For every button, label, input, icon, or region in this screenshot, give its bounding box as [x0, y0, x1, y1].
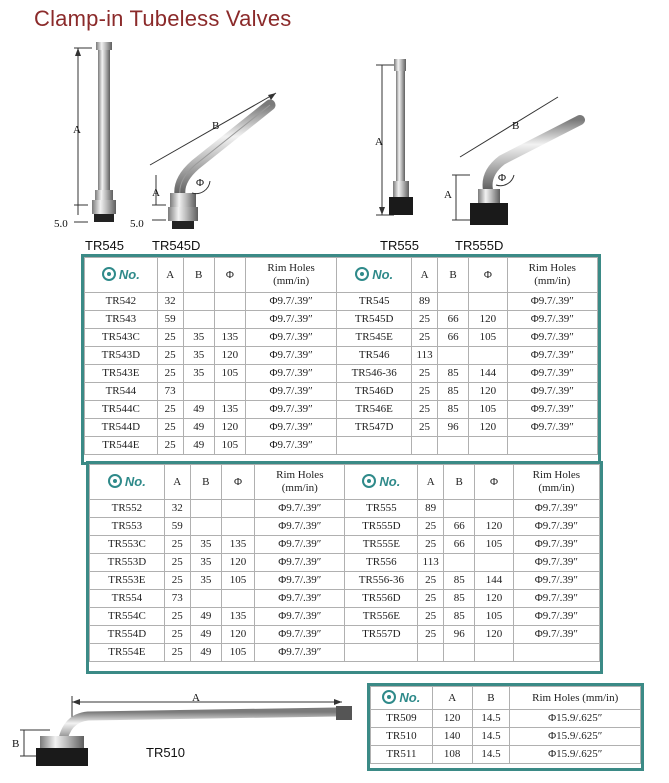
table-cell: TR553E — [90, 572, 165, 590]
table-cell: Φ9.7/.39″ — [507, 383, 597, 401]
table-cell: 85 — [444, 608, 475, 626]
table-cell: Φ9.7/.39″ — [245, 419, 336, 437]
table-cell: 25 — [412, 311, 438, 329]
tr510-valve-figure — [10, 688, 360, 780]
tr555d-caption: TR555D — [455, 238, 504, 253]
table-cell: 25 — [412, 419, 438, 437]
tr545d-dim-phi: Φ — [196, 177, 205, 189]
page-title: Clamp-in Tubeless Valves — [34, 6, 292, 31]
table-cell: Φ9.7/.39″ — [255, 644, 345, 662]
table-cell: TR554 — [90, 590, 165, 608]
table-row — [371, 746, 641, 764]
table-cell — [183, 311, 214, 329]
table-cell: 35 — [190, 554, 221, 572]
table-cell: 105 — [469, 329, 507, 347]
table1-header-row — [85, 258, 598, 293]
table-row — [85, 383, 598, 401]
table-cell: 85 — [438, 401, 469, 419]
table-cell — [507, 437, 597, 455]
table-cell: TR553D — [90, 554, 165, 572]
table-cell — [438, 347, 469, 365]
table-row — [90, 608, 600, 626]
table-cell: 35 — [190, 572, 221, 590]
table-cell: Φ9.7/.39″ — [245, 365, 336, 383]
table-row — [85, 437, 598, 455]
table3-header-row — [371, 687, 641, 710]
table-cell: Φ9.7/.39″ — [245, 401, 336, 419]
table-cell: 144 — [475, 572, 513, 590]
table-cell — [412, 437, 438, 455]
table-cell: 49 — [190, 626, 221, 644]
header-rim-label: Rim Holes — [532, 469, 581, 481]
table-cell: 25 — [418, 572, 444, 590]
table-row — [371, 728, 641, 746]
table-cell: TR556 — [345, 554, 418, 572]
table-cell: TR546E — [337, 401, 412, 419]
table-cell: Φ9.7/.39″ — [255, 608, 345, 626]
tr555d-valve-figure — [440, 85, 600, 235]
table-cell: 32 — [157, 293, 183, 311]
table-cell: 140 — [432, 728, 472, 746]
table-cell: TR546 — [337, 347, 412, 365]
tr545d-caption: TR545D — [152, 238, 201, 253]
table-cell: Φ9.7/.39″ — [245, 383, 336, 401]
header-b: B — [190, 465, 221, 500]
table-cell: Φ9.7/.39″ — [513, 590, 599, 608]
table-cell: 85 — [438, 365, 469, 383]
header-no-label: No. — [372, 266, 394, 282]
table-cell: TR555 — [345, 500, 418, 518]
header-b: B — [183, 258, 214, 293]
table-row — [90, 626, 600, 644]
table-cell — [444, 500, 475, 518]
table-cell: 25 — [157, 329, 183, 347]
table-cell: TR511 — [371, 746, 433, 764]
table-cell: 89 — [418, 500, 444, 518]
table-row — [90, 554, 600, 572]
header-no-2 — [345, 465, 418, 500]
table-cell: 25 — [164, 644, 190, 662]
table-cell: Φ9.7/.39″ — [513, 626, 599, 644]
header-rim-unit: (mm/in) — [273, 275, 310, 287]
header-rim-holes — [255, 465, 345, 500]
header-rim-label: Rim Holes — [267, 262, 315, 274]
table-cell — [183, 293, 214, 311]
table-cell — [345, 644, 418, 662]
table-cell: 120 — [214, 419, 245, 437]
table-cell: TR554C — [90, 608, 165, 626]
table-cell: 14.5 — [472, 710, 510, 728]
table-cell: 105 — [214, 365, 245, 383]
table-cell: 89 — [412, 293, 438, 311]
table-cell: 120 — [214, 347, 245, 365]
table-cell: 105 — [221, 572, 254, 590]
table-cell: TR556D — [345, 590, 418, 608]
header-no-label: No. — [379, 473, 401, 489]
table-cell: Φ9.7/.39″ — [513, 518, 599, 536]
spec-table-1 — [84, 257, 598, 455]
table-cell: TR544D — [85, 419, 158, 437]
table-cell: 66 — [444, 518, 475, 536]
header-rim-holes-2 — [513, 465, 599, 500]
table-cell — [444, 554, 475, 572]
tr555-dim-a: A — [375, 136, 383, 148]
table-cell — [469, 437, 507, 455]
table-cell: Φ9.7/.39″ — [245, 329, 336, 347]
header-rim-holes: Rim Holes (mm/in) — [510, 687, 641, 710]
table-cell: TR544C — [85, 401, 158, 419]
table-cell: 25 — [164, 626, 190, 644]
table-cell — [190, 518, 221, 536]
table-cell: TR543E — [85, 365, 158, 383]
tr545d-dim-b: B — [212, 120, 220, 132]
table-cell: Φ9.7/.39″ — [513, 608, 599, 626]
table-cell: 135 — [221, 608, 254, 626]
table-cell — [221, 518, 254, 536]
table-cell: 25 — [418, 590, 444, 608]
tr555d-dim-b: B — [512, 120, 520, 132]
table-cell: 25 — [164, 536, 190, 554]
header-phi: Φ — [214, 258, 245, 293]
table-cell: TR556-36 — [345, 572, 418, 590]
tr555d-dim-phi: Φ — [498, 172, 507, 184]
table-cell: Φ9.7/.39″ — [507, 347, 597, 365]
table-cell: TR546D — [337, 383, 412, 401]
table-cell: Φ15.9/.625″ — [510, 710, 641, 728]
table-cell — [214, 293, 245, 311]
table-cell — [221, 500, 254, 518]
table-cell: 73 — [164, 590, 190, 608]
tr545-dim-five: 5.0 — [54, 218, 68, 230]
table-cell: Φ9.7/.39″ — [513, 500, 599, 518]
table-cell: 73 — [157, 383, 183, 401]
table-cell: 85 — [444, 590, 475, 608]
table-cell: TR543 — [85, 311, 158, 329]
header-phi-2: Φ — [469, 258, 507, 293]
header-no-label: No. — [124, 473, 146, 489]
tr545-valve-figure — [40, 30, 140, 230]
table-cell: 105 — [214, 437, 245, 455]
brand-logo-icon — [355, 267, 369, 281]
table-cell: 25 — [418, 626, 444, 644]
table-cell: 49 — [190, 608, 221, 626]
table-cell: Φ9.7/.39″ — [255, 518, 345, 536]
table-cell — [444, 644, 475, 662]
table-cell — [221, 590, 254, 608]
tr555-caption: TR555 — [380, 238, 420, 253]
table-cell: 14.5 — [472, 746, 510, 764]
table-cell: Φ9.7/.39″ — [507, 293, 597, 311]
table-cell: TR543C — [85, 329, 158, 347]
table-cell — [190, 500, 221, 518]
table-cell: 105 — [475, 536, 513, 554]
table1-body — [85, 258, 598, 455]
table-cell: Φ9.7/.39″ — [507, 311, 597, 329]
table-cell: TR509 — [371, 710, 433, 728]
table-cell: 135 — [214, 401, 245, 419]
table-cell: TR545 — [337, 293, 412, 311]
table-cell: TR544E — [85, 437, 158, 455]
table-cell: Φ9.7/.39″ — [245, 347, 336, 365]
table-cell: 35 — [183, 329, 214, 347]
tr545d-dim-five: 5.0 — [130, 218, 144, 230]
table-cell: 35 — [190, 536, 221, 554]
header-rim-unit: (mm/in) — [534, 275, 571, 287]
table-cell: 66 — [444, 536, 475, 554]
table-cell: 25 — [164, 554, 190, 572]
table-cell: TR510 — [371, 728, 433, 746]
table-cell: 25 — [412, 329, 438, 347]
tr510-dim-a: A — [192, 692, 200, 704]
tr510-caption: TR510 — [146, 745, 186, 760]
table-cell: Φ9.7/.39″ — [513, 554, 599, 572]
table-cell: 25 — [412, 383, 438, 401]
header-a: A — [157, 258, 183, 293]
header-no — [90, 465, 165, 500]
header-a: A — [164, 465, 190, 500]
table-cell: 120 — [475, 518, 513, 536]
table2-header-row — [90, 465, 600, 500]
table-cell: 135 — [221, 536, 254, 554]
spec-table-3 — [370, 686, 641, 764]
header-a: A — [432, 687, 472, 710]
table-cell: 14.5 — [472, 728, 510, 746]
header-b-2: B — [444, 465, 475, 500]
table-cell: 120 — [221, 626, 254, 644]
table-cell: TR554E — [90, 644, 165, 662]
header-b-2: B — [438, 258, 469, 293]
table-cell: 120 — [475, 626, 513, 644]
table-cell: 120 — [469, 383, 507, 401]
header-no-2 — [337, 258, 412, 293]
table-cell: 85 — [438, 383, 469, 401]
table-cell — [438, 437, 469, 455]
table-cell: Φ9.7/.39″ — [507, 329, 597, 347]
brand-logo-icon — [362, 474, 376, 488]
table-cell: TR544 — [85, 383, 158, 401]
brand-logo-icon — [108, 474, 122, 488]
table-cell: TR545D — [337, 311, 412, 329]
table-cell: TR546-36 — [337, 365, 412, 383]
table-row — [90, 572, 600, 590]
header-rim-holes — [245, 258, 336, 293]
tr545d-valve-figure — [140, 85, 300, 235]
table-row — [85, 365, 598, 383]
table-cell — [475, 500, 513, 518]
table-cell: 35 — [183, 365, 214, 383]
table-cell: 25 — [157, 347, 183, 365]
table-cell: 135 — [214, 329, 245, 347]
tr545-caption: TR545 — [85, 238, 125, 253]
table-cell: TR552 — [90, 500, 165, 518]
spec-table-2 — [89, 464, 600, 662]
table-row — [85, 419, 598, 437]
table-cell: 120 — [469, 419, 507, 437]
header-b: B — [472, 687, 510, 710]
table-cell: 59 — [164, 518, 190, 536]
header-no — [371, 687, 433, 710]
brand-logo-icon — [102, 267, 116, 281]
table-cell: TR543D — [85, 347, 158, 365]
tr545d-dim-a: A — [152, 187, 160, 199]
table-cell: TR557D — [345, 626, 418, 644]
table-cell: Φ9.7/.39″ — [513, 572, 599, 590]
table2-body — [90, 465, 600, 662]
table-cell: 85 — [444, 572, 475, 590]
table-cell: 96 — [438, 419, 469, 437]
table-row — [90, 518, 600, 536]
table-cell: 120 — [432, 710, 472, 728]
tr510-dim-b: B — [12, 738, 20, 750]
table-cell: Φ15.9/.625″ — [510, 746, 641, 764]
table-cell: 66 — [438, 311, 469, 329]
table-row — [90, 536, 600, 554]
header-rim-label: Rim Holes — [276, 469, 324, 481]
table-cell: TR547D — [337, 419, 412, 437]
table-cell: 25 — [157, 437, 183, 455]
table-row — [85, 311, 598, 329]
table-row — [85, 347, 598, 365]
table-cell: Φ9.7/.39″ — [255, 536, 345, 554]
table-cell: Φ9.7/.39″ — [255, 626, 345, 644]
table-cell: 105 — [469, 401, 507, 419]
table-cell: TR554D — [90, 626, 165, 644]
table-cell: 120 — [221, 554, 254, 572]
table-cell — [190, 590, 221, 608]
table-cell: TR553C — [90, 536, 165, 554]
table-cell — [513, 644, 599, 662]
table-cell: 113 — [418, 554, 444, 572]
table-cell — [469, 293, 507, 311]
table-cell: Φ9.7/.39″ — [507, 401, 597, 419]
table-cell: 105 — [475, 608, 513, 626]
table-cell: TR555D — [345, 518, 418, 536]
table-cell: 25 — [164, 608, 190, 626]
table-cell: Φ15.9/.625″ — [510, 728, 641, 746]
table-cell: 25 — [418, 608, 444, 626]
header-rim-label: Rim Holes — [528, 262, 576, 274]
table-cell: TR555E — [345, 536, 418, 554]
header-no — [85, 258, 158, 293]
table-cell: 25 — [157, 365, 183, 383]
table-row — [90, 590, 600, 608]
table-cell: 59 — [157, 311, 183, 329]
table-cell: TR542 — [85, 293, 158, 311]
table-row — [85, 329, 598, 347]
table-cell: 25 — [164, 572, 190, 590]
table-cell — [469, 347, 507, 365]
table-row — [90, 644, 600, 662]
table-cell: Φ9.7/.39″ — [245, 293, 336, 311]
table-cell: Φ9.7/.39″ — [255, 572, 345, 590]
table-cell: 49 — [183, 401, 214, 419]
header-phi-2: Φ — [475, 465, 513, 500]
table-cell: Φ9.7/.39″ — [507, 419, 597, 437]
table-cell: 35 — [183, 347, 214, 365]
table-cell: 25 — [157, 419, 183, 437]
table3-body — [371, 687, 641, 764]
table-cell: 105 — [221, 644, 254, 662]
table-cell: TR556E — [345, 608, 418, 626]
brand-logo-icon — [382, 690, 396, 704]
table-cell: 120 — [469, 311, 507, 329]
table-cell — [475, 644, 513, 662]
table-cell: 25 — [412, 365, 438, 383]
table-cell — [418, 644, 444, 662]
header-rim-unit: (mm/in) — [281, 482, 318, 494]
table-cell: 49 — [190, 644, 221, 662]
table-cell: 120 — [475, 590, 513, 608]
table-cell — [475, 554, 513, 572]
header-no-label: No. — [399, 689, 421, 705]
table-cell: Φ9.7/.39″ — [255, 554, 345, 572]
table-cell: Φ9.7/.39″ — [245, 437, 336, 455]
table-cell: 25 — [412, 401, 438, 419]
table-cell: 66 — [438, 329, 469, 347]
table-cell — [183, 383, 214, 401]
table-row — [371, 710, 641, 728]
table-cell: 49 — [183, 437, 214, 455]
tr545-dim-a: A — [73, 124, 81, 136]
table-cell: 96 — [444, 626, 475, 644]
table-cell — [337, 437, 412, 455]
table-cell: Φ9.7/.39″ — [255, 590, 345, 608]
table-cell: 144 — [469, 365, 507, 383]
header-rim-holes-2 — [507, 258, 597, 293]
table-cell: TR553 — [90, 518, 165, 536]
table-cell: 113 — [412, 347, 438, 365]
table-cell: Φ9.7/.39″ — [507, 365, 597, 383]
table-row — [85, 293, 598, 311]
header-no-label: No. — [118, 266, 140, 282]
header-a-2: A — [418, 465, 444, 500]
table-cell — [214, 383, 245, 401]
table-cell: 108 — [432, 746, 472, 764]
header-a-2: A — [412, 258, 438, 293]
table-cell — [214, 311, 245, 329]
table-row — [85, 401, 598, 419]
tr555-valve-figure — [360, 55, 430, 230]
table-row — [90, 500, 600, 518]
table-cell: Φ9.7/.39″ — [245, 311, 336, 329]
table-cell: 25 — [418, 536, 444, 554]
table-cell — [438, 293, 469, 311]
table-cell: TR545E — [337, 329, 412, 347]
table-cell: 49 — [183, 419, 214, 437]
tr555d-dim-a: A — [444, 189, 452, 201]
table-cell: Φ9.7/.39″ — [255, 500, 345, 518]
table-cell: Φ9.7/.39″ — [513, 536, 599, 554]
header-rim-unit: (mm/in) — [538, 482, 575, 494]
table-cell: 25 — [418, 518, 444, 536]
table-cell: 32 — [164, 500, 190, 518]
table-cell: 25 — [157, 401, 183, 419]
header-phi: Φ — [221, 465, 254, 500]
